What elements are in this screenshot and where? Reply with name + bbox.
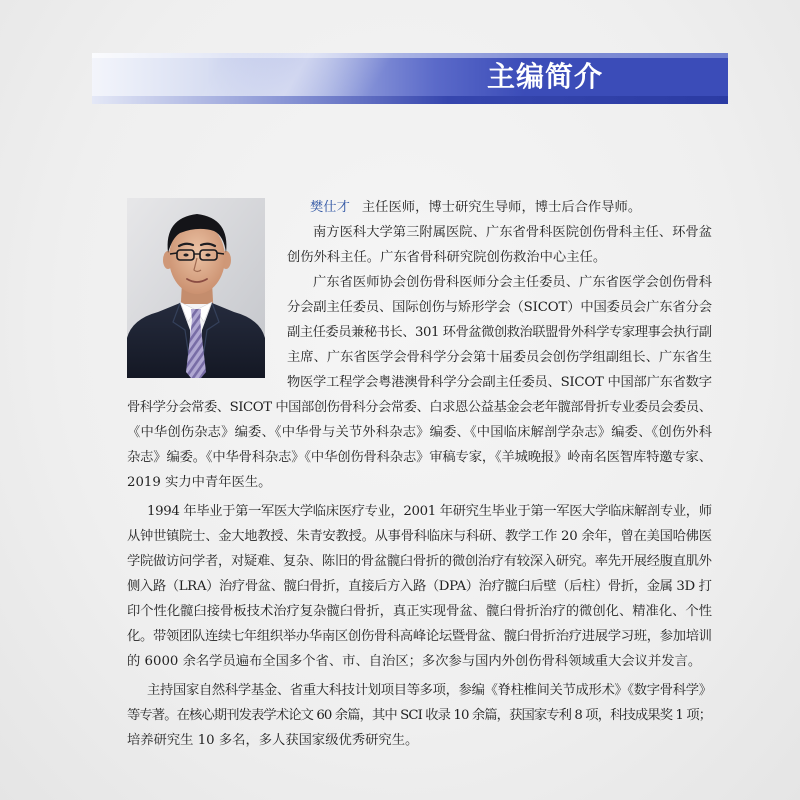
bio-line: 副主任委员兼秘书长、301 环骨盆微创救治联盟骨外科学专家理事会执行副 bbox=[287, 325, 712, 340]
bio-line: 主席、广东省医学会骨科学分会第十届委员会创伤学组副组长、广东省生 bbox=[287, 350, 712, 365]
editor-titles: 主任医师，博士研究生导师，博士后合作导师。 bbox=[361, 200, 642, 215]
bio-line: 物医学工程学会粤港澳骨科学分会副主任委员、SICOT 中国部广东省数字 bbox=[287, 375, 712, 390]
bio-paragraph-memberships bbox=[127, 270, 712, 495]
bio-line: 主持国家自然科学基金、省重大科技计划项目等多项，参编《脊柱椎间关节成形术》《数字骨科学》 bbox=[147, 683, 712, 698]
editor-biography bbox=[127, 195, 712, 753]
bio-line: 2019 实力中青年医生。 bbox=[127, 475, 272, 490]
section-header-banner bbox=[92, 53, 728, 104]
bio-line: 广东省医师协会创伤骨科医师分会主任委员、广东省医学会创伤骨科 bbox=[313, 275, 712, 290]
editor-name: 樊仕才 bbox=[310, 200, 350, 215]
bio-line: 印个性化髋臼接骨板技术治疗复杂髋臼骨折，真正实现骨盆、髋臼骨折治疗的微创化、精准化、个性 bbox=[127, 604, 713, 619]
bio-paragraph-affiliation bbox=[127, 220, 712, 270]
bio-line: 学院做访问学者，对疑难、复杂、陈旧的骨盆髋臼骨折的微创治疗有较深入研究。率先开展经腹直肌外 bbox=[127, 554, 712, 569]
bio-paragraph-career bbox=[127, 499, 712, 674]
bio-line: 的 6000 余名学员遍布全国多个省、市、自治区；多次参与国内外创伤骨科领域重大会议并发言。 bbox=[127, 654, 702, 669]
bio-line: 从钟世镇院士、金大地教授、朱青安教授。从事骨科临床与科研、教学工作 20 余年，曾在美国哈佛医 bbox=[127, 529, 712, 544]
bio-line: 杂志》编委。《中华骨科杂志》《中华创伤骨科杂志》审稿专家，《羊城晚报》岭南名医智库特邀专家、 bbox=[127, 450, 712, 465]
bio-line: 侧入路（LRA）治疗骨盆、髋臼骨折，直接后方入路（DPA）治疗髋臼后壁（后柱）骨折，金属 3D 打 bbox=[127, 579, 712, 594]
bio-line: 分会副主任委员、国际创伤与矫形学会（SICOT）中国委员会广东省分会 bbox=[287, 300, 712, 315]
editor-headline bbox=[310, 195, 712, 220]
bio-line: 《中华创伤杂志》编委、《中华骨与关节外科杂志》编委、《中国临床解剖学杂志》编委、《创伤外科 bbox=[127, 425, 713, 440]
bio-line: 创伤外科主任。广东省骨科研究院创伤救治中心主任。 bbox=[287, 250, 607, 265]
bio-line: 南方医科大学第三附属医院、广东省骨科医院创伤骨科主任、环骨盆 bbox=[313, 225, 712, 240]
bio-line: 骨科学分会常委、SICOT 中国部创伤骨科分会常委、白求恩公益基金会老年髋部骨折专业委员会委员、 bbox=[127, 400, 712, 415]
bio-line: 培养研究生 10 多名，多人获国家级优秀研究生。 bbox=[127, 733, 419, 748]
banner-highlight bbox=[199, 53, 396, 96]
bio-line: 化。带领团队连续七年组织举办华南区创伤骨科高峰论坛暨骨盆、髋臼骨折治疗进展学习班，参加培训 bbox=[127, 629, 712, 644]
bio-paragraph-research bbox=[127, 678, 712, 753]
bio-line: 等专著。在核心期刊发表学术论文 60 余篇，其中 SCI 收录 10 余篇，获国家专利 8 项，科技成果奖 1 项； bbox=[127, 708, 712, 723]
bio-line: 1994 年毕业于第一军医大学临床医疗专业，2001 年研究生毕业于第一军医大学临床解剖专业，师 bbox=[147, 504, 712, 519]
section-title: 主编简介 bbox=[487, 60, 604, 93]
